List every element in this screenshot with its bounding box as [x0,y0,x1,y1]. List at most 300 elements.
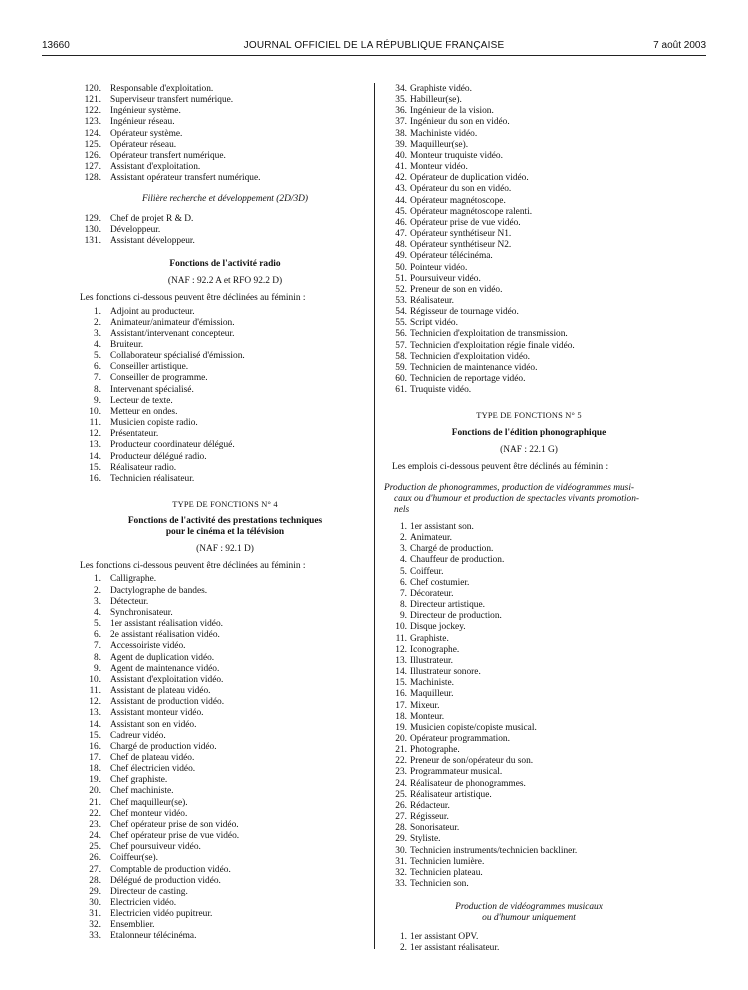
item-number: 57. [395,340,407,351]
item-number: 33. [89,931,101,942]
item-number: 3. [93,328,101,339]
item-text: Chef opérateur prise de son vidéo. [110,819,239,830]
list-item [384,162,674,173]
item-number: 120. [84,84,101,94]
item-text: Opérateur système. [110,128,183,139]
item-text: Collaborateur spécialisé d'émission. [110,351,245,362]
item-text: Chef de plateau vidéo. [110,752,195,763]
item-number: 58. [395,351,407,362]
item-text: Agent de duplication vidéo. [110,652,215,663]
item-text: Opérateur réseau. [110,139,177,150]
item-text: Directeur artistique. [410,600,485,611]
item-text: Chef de projet R & D. [110,213,194,224]
list-item [384,240,674,251]
item-number: 5. [399,566,407,577]
list-item [384,712,674,723]
item-number: 48. [395,240,407,251]
list-item [84,440,366,451]
item-text: 2e assistant réalisation vidéo. [110,630,220,641]
list-item [84,764,366,775]
item-text: Synchronisateur. [110,607,173,618]
item-number: 121. [84,95,101,106]
item-text: Technicien son. [410,879,469,889]
list-item [84,853,366,864]
item-text: Comptable de production vidéo. [110,864,231,875]
item-number: 14. [395,667,407,678]
list-item [384,84,674,95]
production-subtitle-line-3: nels [394,505,410,515]
item-text: Producteur coordinateur délégué. [110,440,235,451]
item-text: Chef graphiste. [110,775,168,786]
item-text: Iconographe. [410,644,460,655]
item-text: Opérateur synthétiseur N1. [410,229,512,240]
list-item [84,731,366,742]
list-item [384,767,674,778]
header-rule [42,55,706,56]
list-item [84,809,366,820]
item-number: 29. [395,834,407,845]
item-number: 14. [89,719,101,730]
item-number: 128. [84,173,101,184]
list-item [84,362,366,373]
item-number: 17. [89,752,101,763]
item-number: 7. [93,373,101,384]
right-column [384,84,674,954]
item-number: 11. [395,633,407,644]
item-text: Graphiste. [410,633,449,644]
item-number: 6. [93,630,101,641]
list-item [384,196,674,207]
item-text: Présentateur. [110,429,159,440]
item-number: 44. [395,195,407,206]
list-item [84,140,366,151]
list-item [84,329,366,340]
item-text: Décorateur. [410,588,454,599]
list-item [84,742,366,753]
item-number: 1. [399,522,407,532]
list-item [84,775,366,786]
list-item [84,574,366,585]
item-number: 61. [395,385,407,396]
item-text: Technicien d'exploitation de transmission. [410,329,568,340]
list-item [384,812,674,823]
item-text: Détecteur. [110,596,149,607]
item-number: 10. [89,674,101,685]
item-number: 41. [395,162,407,173]
list-item [84,474,366,485]
item-number: 21. [89,797,101,808]
item-text: Photographe. [410,745,460,756]
publication-date: 7 août 2003 [653,40,706,51]
list-item [84,720,366,731]
list-item [384,274,674,285]
list-item [84,225,366,236]
item-number: 10. [89,406,101,417]
item-number: 32. [395,867,407,878]
list-item [84,786,366,797]
item-number: 4. [399,555,407,566]
list-item [84,418,366,429]
list-item [384,318,674,329]
item-text: Illustrateur. [410,655,453,666]
item-number: 16. [395,689,407,700]
item-number: 24. [89,831,101,842]
item-number: 14. [89,451,101,462]
list-item [84,117,366,128]
item-number: 126. [84,150,101,161]
list-item [384,285,674,296]
tech-title-line-2: pour le cinéma et la télévision [165,527,285,538]
item-number: 3. [93,596,101,607]
item-text: Bruiteur. [110,339,144,350]
item-text: Assistant son en vidéo. [110,719,197,730]
filiere-title: Filière recherche et développement (2D/3D) [141,194,309,205]
list-item [384,857,674,868]
item-number: 42. [395,173,407,184]
item-number: 20. [395,733,407,744]
list-item [84,236,366,247]
item-number: 15. [89,730,101,741]
item-text: 1er assistant son. [410,522,474,532]
item-number: 23. [395,767,407,778]
list-item [384,363,674,374]
list-item [84,876,366,887]
item-number: 18. [395,711,407,722]
item-number: 39. [395,139,407,150]
production-subtitle-line-2: caux ou d'humour et production de spectacles vivants promotion- [394,494,640,504]
item-number: 4. [93,607,101,618]
list-item [84,586,366,597]
list-a [84,84,366,184]
list-item [84,697,366,708]
item-text: Assistant d'exploitation vidéo. [110,674,224,685]
list-item [384,834,674,845]
item-number: 30. [395,845,407,856]
list-item [84,463,366,474]
list-item [84,798,366,809]
item-text: Producteur délégué radio. [110,451,207,462]
item-number: 9. [399,611,407,622]
item-number: 30. [89,898,101,908]
item-text: Assistant opérateur transfert numérique. [110,173,261,184]
item-text: Opérateur magnétoscope ralenti. [410,206,533,217]
list-item [384,723,674,734]
item-number: 1. [93,306,101,317]
item-text: Chef costumier. [410,577,470,588]
list-item [384,600,674,611]
item-number: 34. [395,84,407,94]
item-text: Cadreur vidéo. [110,730,166,741]
list-item [84,318,366,329]
list-item [384,745,674,756]
item-text: Chef poursuiveur vidéo. [110,842,201,853]
list-item [384,106,674,117]
item-number: 20. [89,786,101,797]
list-item [84,842,366,853]
list-item [84,664,366,675]
item-number: 24. [395,778,407,789]
item-text: Truquiste vidéo. [410,385,472,396]
list-item [84,373,366,384]
list-item [84,452,366,463]
list-item [84,820,366,831]
item-number: 60. [395,374,407,385]
list-item [384,634,674,645]
item-text: Agent de maintenance vidéo. [110,663,220,674]
page-number: 13660 [42,40,70,51]
list-b [84,214,366,247]
item-number: 35. [395,95,407,106]
item-text: Metteur en ondes. [110,406,178,417]
item-text: Réalisateur. [410,295,454,306]
item-text: Dactylographe de bandes. [110,585,208,596]
item-text: Machiniste vidéo. [410,128,478,139]
list-item [384,656,674,667]
item-text: Graphiste vidéo. [410,84,472,94]
tech-list [84,574,366,942]
item-number: 2. [93,585,101,596]
item-text: Poursuiveur vidéo. [410,273,481,284]
item-number: 37. [395,117,407,128]
item-text: Opérateur de duplication vidéo. [410,173,529,184]
item-text: Assistant/intervenant concepteur. [110,328,235,339]
item-text: Technicien de reportage vidéo. [410,374,526,385]
list-item [384,567,674,578]
list-item [384,868,674,879]
list-item [384,823,674,834]
item-number: 55. [395,318,407,329]
item-number: 22. [89,808,101,819]
list-item [384,678,674,689]
item-text: Habilleur(se). [410,95,462,106]
item-text: Maquilleur(se). [410,139,469,150]
list-item [84,307,366,318]
item-text: Pointeur vidéo. [410,262,468,273]
item-text: Ingénieur de la vision. [410,106,494,117]
list-item [84,865,366,876]
list-item [84,214,366,225]
item-text: Machiniste. [410,678,455,689]
item-text: Technicien de maintenance vidéo. [410,362,538,373]
item-number: 2. [399,533,407,544]
item-number: 12. [395,644,407,655]
item-number: 19. [395,722,407,733]
list-item [384,589,674,600]
radio-intro: Les fonctions ci-dessous peuvent être déclinées au féminin : [80,293,306,304]
list-item [84,686,366,697]
list-item [84,396,366,407]
item-number: 129. [84,213,101,224]
item-text: Développeur. [110,224,161,235]
item-number: 5. [93,351,101,362]
item-text: Réalisateur artistique. [410,789,492,800]
item-number: 43. [395,184,407,195]
item-number: 31. [89,909,101,920]
list-item [384,173,674,184]
video-subtitle [384,902,674,924]
list-item [384,756,674,767]
column-divider [374,83,375,949]
item-text: Accessoiriste vidéo. [110,641,186,652]
list-item [84,653,366,664]
item-text: Assistant d'exploitation. [110,162,201,173]
list-item [84,351,366,362]
list-item [84,641,366,652]
item-text: Opérateur du son en vidéo. [410,184,512,195]
item-number: 124. [84,128,101,139]
list-item [84,931,366,942]
list-item [84,887,366,898]
item-number: 47. [395,229,407,240]
item-text: Ensemblier. [110,920,155,931]
list-item [84,619,366,630]
list-item [84,162,366,173]
item-text: Technicien d'exploitation régie finale vidéo. [410,340,575,351]
item-number: 22. [395,756,407,767]
list-item [384,779,674,790]
item-number: 27. [395,812,407,823]
item-number: 45. [395,206,407,217]
video-subtitle-line-2: ou d'humour uniquement [482,913,576,924]
item-text: Chauffeur de production. [410,555,505,566]
item-text: Musicien copiste/copiste musical. [410,722,537,733]
item-text: Illustrateur sonore. [410,667,481,678]
list-item [84,407,366,418]
item-text: Intervenant spécialisé. [110,384,194,395]
item-text: Rédacteur. [410,800,450,811]
list-item [384,184,674,195]
item-number: 9. [93,395,101,406]
item-text: Chargé de production vidéo. [110,741,217,752]
item-text: Lecteur de texte. [110,395,173,406]
list-item [84,106,366,117]
list-item [84,675,366,686]
item-text: Réalisateur radio. [110,462,177,473]
item-text: Electricien vidéo pupitreur. [110,909,213,920]
item-text: Maquilleur. [410,689,454,700]
list-item [384,307,674,318]
tech-naf: (NAF : 92.1 D) [196,544,254,555]
list-item [384,667,674,678]
type5-heading: TYPE DE FONCTIONS N° 5 [476,411,582,421]
list-item [84,608,366,619]
item-number: 33. [395,879,407,889]
item-number: 127. [84,162,101,173]
item-number: 15. [89,462,101,473]
item-text: Animateur. [410,533,452,544]
item-number: 56. [395,329,407,340]
item-number: 27. [89,864,101,875]
radio-naf: (NAF : 92.2 A et RFO 92.2 D) [167,276,283,287]
item-text: Technicien d'exploitation vidéo. [410,351,531,362]
list-item [84,831,366,842]
item-number: 28. [395,823,407,834]
list-item [84,151,366,162]
item-number: 23. [89,819,101,830]
item-text: Technicien lumière. [410,856,485,867]
item-text: Monteur vidéo. [410,162,468,173]
item-text: Régisseur de tournage vidéo. [410,307,519,318]
list-item [84,385,366,396]
list-item [384,645,674,656]
item-text: Disque jockey. [410,622,466,633]
radio-list [84,307,366,486]
item-number: 11. [89,418,101,429]
list-item [384,932,674,943]
item-number: 52. [395,284,407,295]
item-text: Coiffeur. [410,566,444,577]
list-item [384,533,674,544]
item-number: 16. [89,741,101,752]
item-number: 7. [93,641,101,652]
item-text: Script vidéo. [410,318,458,329]
item-number: 49. [395,251,407,262]
item-text: Calligraphe. [110,574,157,585]
phono-intro: Les emplois ci-dessous peuvent être déclinés au féminin : [392,461,609,472]
item-number: 18. [89,764,101,775]
item-text: Musicien copiste radio. [110,418,198,429]
list-item [84,84,366,95]
item-text: Ingénieur du son en vidéo. [410,117,510,128]
item-text: Mixeur. [410,700,440,711]
production-subtitle-line-1: Production de phonogrammes, production de vidéogrammes musi- [384,483,635,493]
item-text: Régisseur. [410,812,449,823]
item-number: 123. [84,117,101,128]
item-text: Conseiller artistique. [110,362,189,373]
item-number: 15. [395,678,407,689]
list-item [384,846,674,857]
list-item [384,734,674,745]
item-text: Réalisateur de phonogrammes. [410,778,526,789]
list-item [384,943,674,954]
list-item [384,555,674,566]
item-text: Directeur de casting. [110,886,188,897]
item-text: Assistant développeur. [110,235,195,246]
item-number: 2. [93,317,101,328]
list-item [384,578,674,589]
list-item [84,708,366,719]
item-number: 21. [395,745,407,756]
list-item [384,140,674,151]
video-list [384,932,674,954]
phono-naf: (NAF : 22.1 G) [500,444,558,455]
list-item [384,95,674,106]
item-text: Sonorisateur. [410,823,460,834]
item-text: Chef monteur vidéo. [110,808,188,819]
tech-intro: Les fonctions ci-dessous peuvent être déclinées au féminin : [80,561,306,572]
item-number: 9. [93,663,101,674]
item-text: Technicien instruments/technicien backliner. [410,845,578,856]
list-item [384,129,674,140]
video-subtitle-line-1: Production de vidéogrammes musicaux [455,902,603,913]
item-text: Technicien réalisateur. [110,473,195,484]
item-number: 28. [89,875,101,886]
item-text: Chef électricien vidéo. [110,764,196,775]
item-number: 46. [395,217,407,228]
list-item [384,790,674,801]
item-text: Coiffeur(se). [110,853,158,864]
item-text: 1er assistant réalisateur. [410,943,500,954]
list-item [84,597,366,608]
item-text: Technicien plateau. [410,867,483,878]
list-item [384,296,674,307]
item-number: 36. [395,106,407,117]
item-text: Ingénieur système. [110,106,181,117]
list-item [384,522,674,533]
production-list [384,522,674,890]
list-item [84,909,366,920]
item-text: Assistant de production vidéo. [110,697,225,708]
